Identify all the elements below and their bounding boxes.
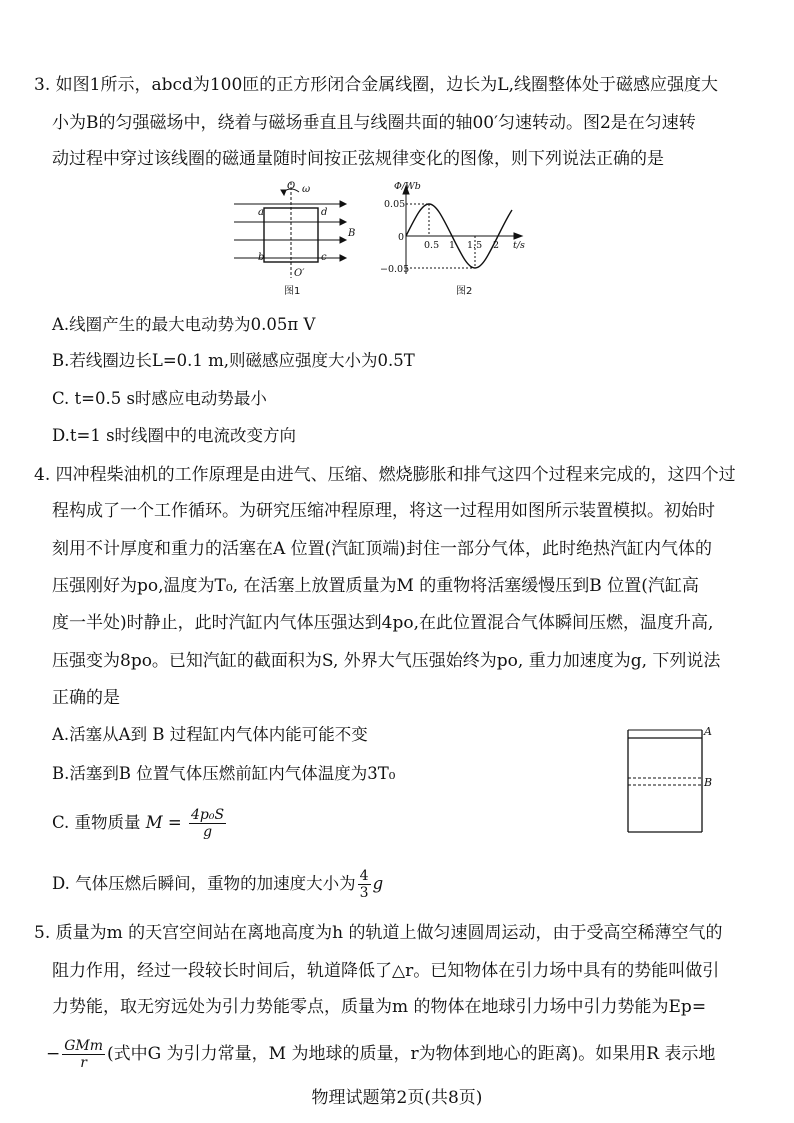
q5-line-4-text: (式中G 为引力常量，M 为地球的质量，r为物体到地心的距离)。如果用R 表示地	[107, 1044, 716, 1064]
fig2-xtick-1: 1	[449, 240, 456, 251]
fig2-ylabel: Φ/Wb	[394, 181, 421, 192]
q3-option-a: A.线圈产生的最大电动势为0.05π V	[52, 315, 316, 334]
q4-option-d-fraction	[358, 868, 371, 901]
q4-line-2: 程构成了一个工作循环。为研究压缩冲程原理，将这一过程用如图所示装置模拟。初始时	[52, 501, 715, 521]
q4-option-c-mass-symbol: M	[145, 813, 163, 832]
fig2-ytick-bottom: −0.05	[380, 264, 410, 275]
q4-option-b: B.活塞到B 位置气体压燃前缸内气体温度为3T₀	[52, 764, 396, 783]
fig1-label-B: B	[348, 228, 356, 239]
q4-line-5: 度一半处)时静止，此时汽缸内气体压强达到4po,在此位置混合气体瞬间压燃，温度升高,	[52, 613, 714, 633]
q3-line-3: 动过程中穿过该线圈的磁通量随时间按正弦规律变化的图像，则下列说法正确的是	[52, 149, 664, 169]
fig1-label-c: c	[321, 252, 327, 263]
q3-option-d: D.t=1 s时线圈中的电流改变方向	[52, 426, 297, 445]
q4-option-c-equals: =	[162, 813, 188, 832]
fig1-label-b: b	[258, 252, 265, 263]
q4-line-3: 刻用不计厚度和重力的活塞在A 位置(汽缸顶端)封住一部分气体，此时绝热汽缸内气体的	[52, 539, 712, 559]
fig1-label-O: O	[287, 181, 296, 192]
q4-option-d-prefix: D. 气体压燃后瞬间，重物的加速度大小为	[52, 874, 356, 893]
q4-line-7: 正确的是	[52, 688, 120, 708]
q4-line-6: 压强变为8po。已知汽缸的截面积为S, 外界大气压强始终为po, 重力加速度为g, 下列说法	[52, 651, 721, 671]
q5-fraction-numerator: GMm	[64, 1038, 104, 1054]
q4-option-d	[52, 868, 383, 901]
q3-line-2: 小为B的匀强磁场中，绕着与磁场垂直且与线圈共面的轴00′匀速转动。图2是在匀速转	[52, 113, 696, 133]
q4-option-d-numerator: 4	[359, 868, 369, 884]
q4-line-4: 压强刚好为po,温度为T₀, 在活塞上放置质量为M 的重物将活塞缓慢压到B 位置(汽缸高	[52, 576, 699, 596]
q5-line-1: 5. 质量为m 的天宫空间站在离地高度为h 的轨道上做匀速圆周运动，由于受高空稀薄空气的	[34, 923, 723, 943]
q3-line-1: 3. 如图1所示，abcd为100匝的正方形闭合金属线圈，边长为L,线圈整体处于磁感应强度大	[34, 75, 718, 95]
cylinder-label-B: B	[704, 776, 713, 789]
q3-option-b: B.若线圈边长L=0.1 m,则磁感应强度大小为0.5T	[52, 351, 415, 370]
fig1-label-a: a	[258, 207, 264, 218]
fig1-label-O-prime: O′	[294, 268, 305, 279]
fig2-origin: 0	[398, 232, 405, 243]
fig2-xtick-2: 2	[493, 240, 500, 251]
q5-fraction-denominator: r	[80, 1055, 87, 1071]
cylinder-label-A: A	[704, 725, 712, 738]
q3-figure-2	[376, 180, 536, 298]
fig2-caption: 图2	[456, 286, 473, 297]
q3-option-c: C. t=0.5 s时感应电动势最小	[52, 389, 267, 408]
q4-option-c-numerator: 4p₀S	[191, 807, 225, 823]
fig2-xtick-1.5: 1.5	[467, 240, 483, 251]
fig1-label-omega: ω	[302, 184, 311, 195]
q5-line-3: 力势能，取无穷远处为引力势能零点，质量为m 的物体在地球引力场中引力势能为Ep=	[52, 997, 707, 1017]
q4-option-c	[52, 807, 228, 840]
fig2-xtick-0.5: 0.5	[424, 240, 440, 251]
q3-figure-1	[228, 180, 358, 298]
q5-line-4	[46, 1038, 715, 1071]
page-footer: 物理试题第2页(共8页)	[311, 1088, 483, 1108]
q4-option-d-denominator: 3	[359, 885, 369, 901]
q5-line-2: 阻力作用，经过一段较长时间后，轨道降低了△r。已知物体在引力场中具有的势能叫做引	[52, 961, 720, 981]
fig1-caption: 图1	[284, 286, 301, 297]
fig2-xlabel: t/s	[513, 240, 525, 251]
q4-option-a: A.活塞从A到 B 过程缸内气体内能可能不变	[52, 725, 368, 744]
q4-option-c-denominator: g	[203, 824, 213, 840]
q4-option-c-prefix: C. 重物质量	[52, 813, 146, 832]
q4-cylinder-figure	[622, 722, 722, 836]
fig1-label-d: d	[321, 207, 328, 218]
q5-potential-fraction	[62, 1038, 105, 1071]
q4-option-d-g: g	[372, 874, 384, 893]
q5-minus-sign: −	[46, 1044, 61, 1064]
fig2-ytick-top: 0.05	[384, 199, 406, 210]
q4-option-c-fraction	[189, 807, 226, 840]
q4-line-1: 4. 四冲程柴油机的工作原理是由进气、压缩、燃烧膨胀和排气这四个过程来完成的，这四个过	[34, 465, 736, 485]
